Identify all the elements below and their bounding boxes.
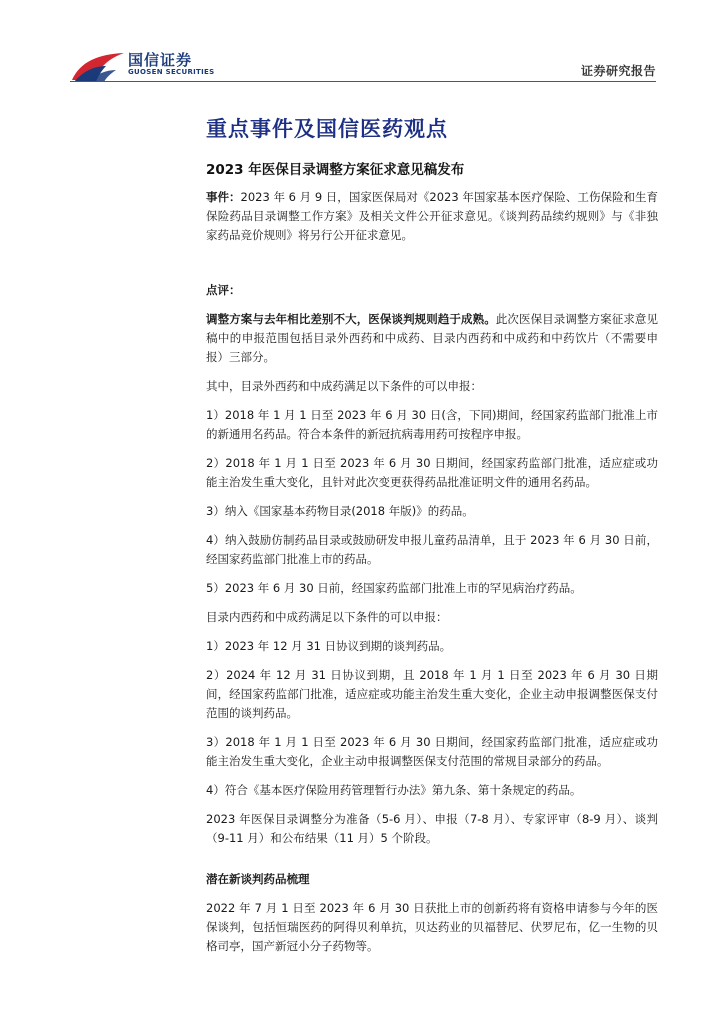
potential-paragraph: 2022 年 7 月 1 日至 2023 年 6 月 30 日获批上市的创新药将有资格申请参与今年的医保谈判，包括恒瑞医药的阿得贝利单抗，贝达药业的贝福替尼、伏罗尼布，亿一生物的贝格司亭，国产新冠小分子药物等。: [206, 901, 658, 953]
comment-heading: 点评：: [206, 283, 241, 297]
stages-paragraph: 2023 年医保目录调整分为准备（5-6 月）、申报（7-8 月）、专家评审（8-9 月）、谈判（9-11 月）和公布结果（11 月）5 个阶段。: [206, 812, 658, 845]
report-header: [0, 0, 724, 86]
outside-intro: 其中，目录外西药和中成药满足以下条件的可以申报：: [206, 379, 482, 393]
comment-paragraph: [206, 310, 658, 367]
header-divider: [70, 81, 656, 82]
outside-item-3: 3）纳入《国家基本药物目录(2018 年版)》的药品。: [206, 504, 474, 518]
guosen-logo-icon: [70, 50, 126, 84]
report-type-label: 证券研究报告: [580, 64, 656, 78]
outside-item-1: 1）2018 年 1 月 1 日至 2023 年 6 月 30 日(含，下同)期间，经国家药监部门批准上市的新通用名药品。符合本条件的新冠抗病毒用药可按程序申报。: [206, 408, 658, 441]
comment-lead: 调整方案与去年相比差别不大，医保谈判规则趋于成熟。: [206, 312, 496, 326]
event-label: 事件：: [206, 190, 241, 204]
comment-text: 此次医保目录调整方案征求意见稿中的申报范围包括目录外西药和中成药、目录内西药和中成药和中药饮片（不需要申报）三部分。: [206, 312, 659, 364]
report-body: [206, 113, 658, 966]
outside-item-4: 4）纳入鼓励仿制药品目录或鼓励研发申报儿童药品清单，且于 2023 年 6 月 30 日前，经国家药监部门批准上市的药品。: [206, 533, 658, 566]
event-paragraph: [206, 188, 658, 245]
outside-item-5: 5）2023 年 6 月 30 日前，经国家药监部门批准上市的罕见病治疗药品。: [206, 581, 582, 595]
event-text: 2023 年 6 月 9 日，国家医保局对《2023 年国家基本医疗保险、工伤保险和生育保险药品目录调整工作方案》及相关文件公开征求意见。《谈判药品续约规则》与《非独家药品竞价规则》将另行公开征求意见。: [206, 190, 659, 242]
potential-heading: 潜在新谈判药品梳理: [206, 872, 310, 886]
inside-item-1: 1）2023 年 12 月 31 日协议到期的谈判药品。: [206, 639, 452, 653]
inside-item-4: 4）符合《基本医疗保险用药管理暂行办法》第九条、第十条规定的药品。: [206, 783, 582, 797]
section-title: 重点事件及国信医药观点: [206, 117, 448, 141]
brand-name-en: GUOSEN SECURITIES: [128, 68, 215, 76]
inside-intro: 目录内西药和中成药满足以下条件的可以申报：: [206, 610, 448, 624]
event-subtitle: 2023 年医保目录调整方案征求意见稿发布: [206, 162, 465, 178]
brand-name-cn: 国信证券: [128, 51, 193, 69]
inside-item-3: 3）2018 年 1 月 1 日至 2023 年 6 月 30 日期间，经国家药监部门批准，适应症或功能主治发生重大变化，企业主动申报调整医保支付范围的常规目录部分的药品。: [206, 735, 658, 768]
inside-item-2: 2）2024 年 12 月 31 日协议到期，且 2018 年 1 月 1 日至 2023 年 6 月 30 日期间，经国家药监部门批准，适应症或功能主治发生重大变化，企业主动申报调整医保支付范围的谈判药品。: [206, 668, 658, 720]
outside-item-2: 2）2018 年 1 月 1 日至 2023 年 6 月 30 日期间，经国家药监部门批准，适应症或功能主治发生重大变化，且针对此次变更获得药品批准证明文件的通用名药品。: [206, 456, 658, 489]
